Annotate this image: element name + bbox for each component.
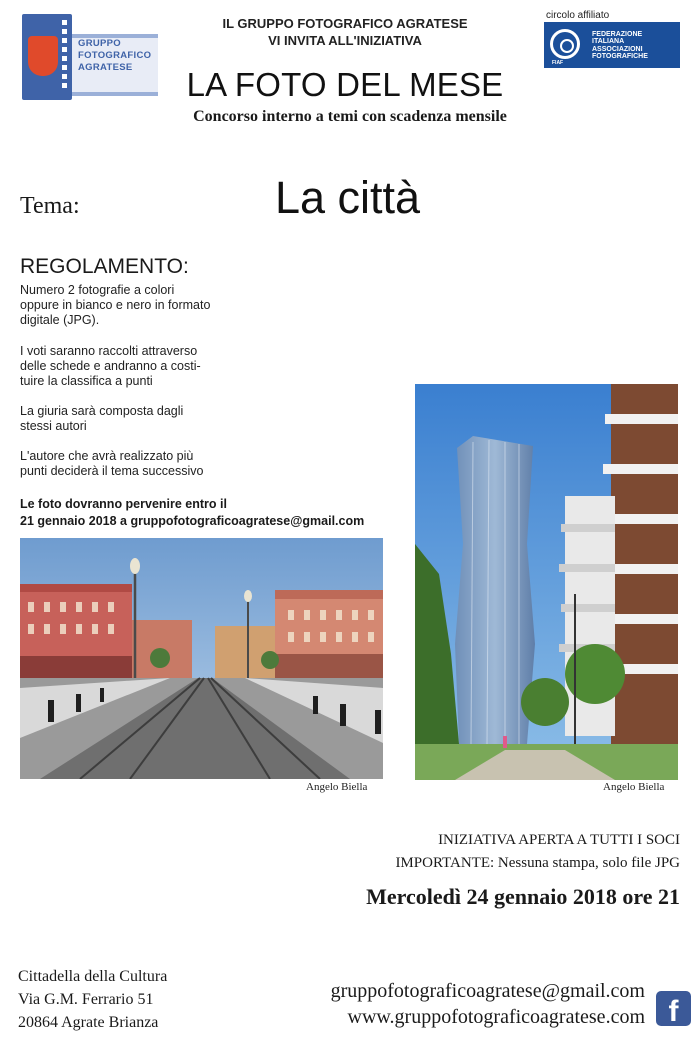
page-title: LA FOTO DEL MESE <box>186 66 504 103</box>
facebook-icon[interactable]: f <box>656 991 691 1026</box>
rule-line: La giuria sarà composta dagli <box>20 404 184 418</box>
contact-email-link[interactable]: gruppofotograficoagratese@gmail.com <box>330 980 645 1002</box>
photo-credit: Angelo Biella <box>603 781 665 793</box>
rule-line: oppure in bianco e nero in formato <box>20 298 211 312</box>
header-line-2: VI INVITA ALL'INIZIATIVA <box>268 33 422 48</box>
open-to-members-line: INIZIATIVA APERTA A TUTTI I SOCI <box>438 832 680 848</box>
address-city: 20864 Agrate Brianza <box>18 1014 159 1031</box>
deadline-line-1: Le foto dovranno pervenire entro il <box>20 497 227 511</box>
rule-line: delle schede e andranno a costi- <box>20 359 201 373</box>
fiaf-name-line-3: ASSOCIAZIONI <box>592 45 643 53</box>
film-strip-graphic <box>22 14 72 100</box>
page-subtitle: Concorso interno a temi con scadenza mensile <box>193 108 507 125</box>
rule-item <box>20 404 260 434</box>
rule-item <box>20 283 260 328</box>
deadline-line-2: 21 gennaio 2018 a gruppofotograficoagratese@gmail.com <box>20 514 365 528</box>
logo-line-2: FOTOGRAFICO <box>78 50 152 61</box>
contact-website-link[interactable]: www.gruppofotograficoagratese.com <box>347 1006 645 1028</box>
rule-line: tuire la classifica a punti <box>20 374 153 388</box>
fiaf-initials: FIAF <box>552 60 564 66</box>
lion-emblem-icon <box>28 36 58 76</box>
important-line <box>395 855 680 872</box>
address-street: Via G.M. Ferrario 51 <box>18 991 154 1008</box>
important-label: IMPORTANTE: <box>395 855 495 871</box>
important-text: Nessuna stampa, solo file JPG <box>494 855 680 871</box>
rule-line: Numero 2 fotografie a colori <box>20 283 175 297</box>
address-venue: Cittadella della Cultura <box>18 968 168 985</box>
address-block <box>18 965 167 1034</box>
fiaf-ring-icon <box>550 29 580 59</box>
logo-line-1: GRUPPO <box>78 38 121 49</box>
rule-item <box>20 344 260 389</box>
photo-city-square <box>20 538 383 779</box>
rule-line: L'autore che avrà realizzato più <box>20 449 194 463</box>
photo-credit: Angelo Biella <box>306 781 368 793</box>
event-date: Mercoledì 24 gennaio 2018 ore 21 <box>366 884 680 909</box>
affiliate-label: circolo affiliato <box>546 10 610 21</box>
rule-line: punti deciderà il tema successivo <box>20 464 204 478</box>
fiaf-name-line-1: FEDERAZIONE <box>592 31 643 38</box>
logo-line-3: AGRATESE <box>78 62 133 73</box>
rule-item <box>20 449 260 479</box>
rules-heading: REGOLAMENTO: <box>20 255 189 278</box>
gruppo-logo <box>22 14 158 102</box>
rule-line: I voti saranno raccolti attraverso <box>20 344 198 358</box>
fiaf-name-line-2: ITALIANA <box>592 38 625 46</box>
logo-text <box>78 38 151 74</box>
rule-line: digitale (JPG). <box>20 313 100 327</box>
fiaf-name-line-4: FOTOGRAFICHE <box>592 53 648 61</box>
theme-label: Tema: <box>20 193 80 219</box>
header-line-1: IL GRUPPO FOTOGRAFICO AGRATESE <box>222 16 468 31</box>
rule-line: stessi autori <box>20 419 87 433</box>
fiaf-org-name <box>592 31 648 61</box>
theme-title: La città <box>274 172 421 223</box>
fiaf-logo <box>544 22 680 68</box>
photo-skyscraper <box>415 384 678 780</box>
